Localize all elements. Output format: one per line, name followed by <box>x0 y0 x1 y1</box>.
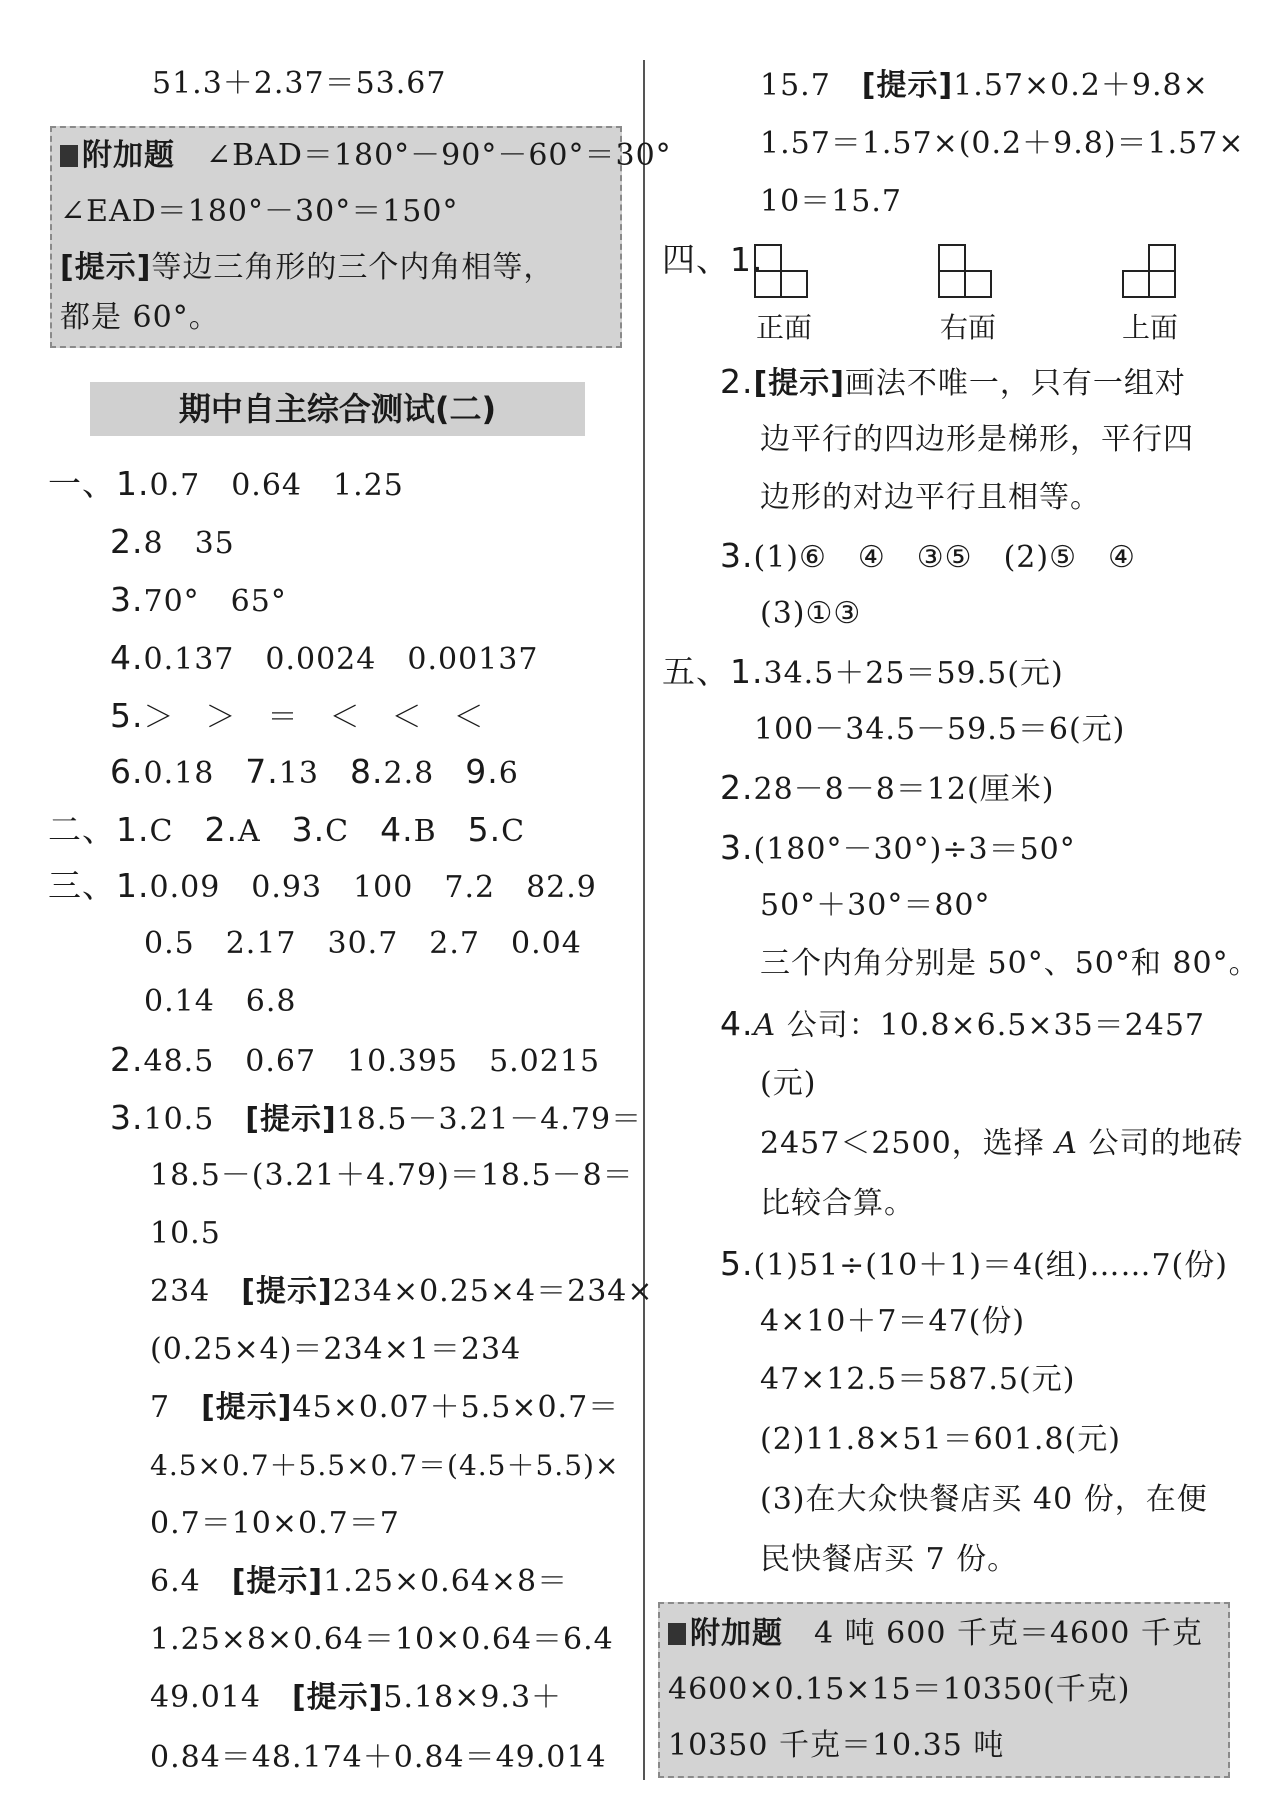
s3-q3i: 6.4 [提示]1.25×0.64×8＝ <box>150 1564 569 1599</box>
s5-q1a: 五、1.34.5＋25＝59.5(元) <box>662 652 1064 691</box>
s4-q2c: 边形的对边平行且相等。 <box>760 480 1101 515</box>
s5-q5d: (2)11.8×51＝601.8(元) <box>760 1422 1121 1457</box>
s2-answers: 二、1.C 2.A 3.C 4.B 5.C <box>48 810 526 849</box>
s3-q3k: 49.014 [提示]5.18×9.3＋ <box>150 1680 563 1715</box>
r-line-2: 1.57＝1.57×(0.2＋9.8)＝1.57× <box>760 126 1245 161</box>
bonus-eq2: ∠EAD＝180°－30°＝150° <box>60 194 459 229</box>
s5-label: 五、 <box>662 652 730 691</box>
s3-q2: 2.48.5 0.67 10.395 5.0215 <box>110 1040 601 1079</box>
s1-q4: 4.0.137 0.0024 0.00137 <box>110 638 539 677</box>
r-line-3: 10＝15.7 <box>760 184 902 219</box>
s5-q5f: 民快餐店买 7 份。 <box>760 1542 1019 1577</box>
bonus-tag: 附加题 <box>690 1616 783 1651</box>
s4-q3a: 3.(1)⑥ ④ ③⑤ (2)⑤ ④ <box>720 536 1136 575</box>
bonus-eq1: ∠BAD＝180°－90°－60°＝30° <box>206 138 672 173</box>
s5-q5a: 5.(1)51÷(10＋1)＝4(组)……7(份) <box>720 1244 1228 1283</box>
front-view-label: 正面 <box>756 311 813 344</box>
s5-q3a: 3.(180°－30°)÷3＝50° <box>720 828 1076 867</box>
bonus-box <box>50 126 672 348</box>
s4-label-line: 四、1. <box>662 240 764 279</box>
s2-label: 二、 <box>48 810 116 849</box>
bonus-right-line-3: 10350 千克＝10.35 吨 <box>668 1728 1005 1763</box>
s5-q5e: (3)在大众快餐店买 40 份，在便 <box>760 1482 1208 1517</box>
bonus-right-line-1: 附加题 4 吨 600 千克＝4600 千克 <box>668 1614 1203 1654</box>
s5-q4a: 4.A 公司：10.8×6.5×35＝2457 <box>720 1004 1206 1043</box>
s5-q1b: 100－34.5－59.5＝6(元) <box>754 712 1126 747</box>
s3-q3a: 3.10.5 [提示]18.5－3.21－4.79＝ <box>110 1098 643 1137</box>
bonus-box-right <box>658 1602 1230 1778</box>
s3-q1a: 三、1.0.09 0.93 100 7.2 82.9 <box>48 866 597 905</box>
s1-q5: 5.＞ ＞ ＝ ＜ ＜ ＜ <box>110 696 485 735</box>
hint-tag: [提示] <box>861 68 954 103</box>
right-view-shape <box>938 244 998 304</box>
s3-q3e: (0.25×4)＝234×1＝234 <box>150 1332 522 1367</box>
s4-q2a: 2.[提示]画法不唯一，只有一组对 <box>720 362 1186 401</box>
r-line-1: 15.7 [提示]1.57×0.2＋9.8× <box>760 68 1209 103</box>
s5-q4d: 比较合算。 <box>760 1186 915 1221</box>
s1-q6-9: 6.0.18 7.13 8.2.8 9.6 <box>110 752 519 791</box>
hint-tag: [提示] <box>753 366 845 401</box>
bonus-tag: 附加题 <box>82 138 175 173</box>
s4-label: 四、 <box>662 240 730 279</box>
hint-tag: [提示] <box>60 250 152 285</box>
s3-q3l: 0.84＝48.174＋0.84＝49.014 <box>150 1740 607 1775</box>
right-view-label: 右面 <box>940 311 997 344</box>
s5-q5c: 47×12.5＝587.5(元) <box>760 1362 1076 1397</box>
column-divider <box>643 60 645 1780</box>
front-view-shape <box>754 244 814 304</box>
bonus-hint-line-2: 都是 60°。 <box>60 300 220 335</box>
s3-q3h: 0.7＝10×0.7＝7 <box>150 1506 400 1541</box>
s3-q3d: 234 [提示]234×0.25×4＝234× <box>150 1274 654 1309</box>
bonus-hint-line <box>60 248 554 288</box>
hint-tag: [提示] <box>201 1390 293 1425</box>
section-title: 期中自主综合测试(二) <box>90 382 585 436</box>
s3-q3j: 1.25×8×0.64＝10×0.64＝6.4 <box>150 1622 614 1657</box>
top-view-label: 上面 <box>1122 311 1179 344</box>
s5-q3c: 三个内角分别是 50°、50°和 80°。 <box>760 946 1260 981</box>
hint-tag: [提示] <box>245 1102 337 1137</box>
s3-label: 三、 <box>48 866 116 905</box>
s3-q1b: 0.5 2.17 30.7 2.7 0.04 <box>144 926 582 961</box>
s3-q3f: 7 [提示]45×0.07＋5.5×0.7＝ <box>150 1390 620 1425</box>
s4-q3b: (3)①③ <box>760 596 862 631</box>
s3-q3g: 4.5×0.7＋5.5×0.7＝(4.5＋5.5)× <box>150 1449 620 1482</box>
s3-q3c: 10.5 <box>150 1216 221 1251</box>
bonus-bookmark-icon <box>60 145 78 167</box>
s4-q2b: 边平行的四边形是梯形，平行四 <box>760 422 1194 457</box>
hint-tag: [提示] <box>291 1680 384 1715</box>
s3-q3b: 18.5－(3.21＋4.79)＝18.5－8＝ <box>150 1158 634 1193</box>
bonus-line-1 <box>60 136 672 176</box>
s1-q2: 2.8 35 <box>110 522 235 561</box>
hint-tag: [提示] <box>231 1564 324 1599</box>
s3-q1c: 0.14 6.8 <box>144 984 297 1019</box>
hint-text: 等边三角形的三个内角相等， <box>151 250 555 285</box>
s1-q1: 一、1.0.7 0.64 1.25 <box>48 464 404 503</box>
s5-q5b: 4×10＋7＝47(份) <box>760 1304 1026 1339</box>
answer-line: 51.3＋2.37＝53.67 <box>152 66 447 101</box>
s1-q3: 3.70° 65° <box>110 580 287 619</box>
top-view-shape <box>1122 244 1182 304</box>
s5-q2: 2.28－8－8＝12(厘米) <box>720 768 1055 807</box>
bonus-right-line-2: 4600×0.15×15＝10350(千克) <box>668 1672 1131 1707</box>
s5-q4b: (元) <box>760 1066 817 1101</box>
hint-tag: [提示] <box>241 1274 333 1309</box>
s5-q3b: 50°＋30°＝80° <box>760 888 991 923</box>
s5-q4c: 2457＜2500，选择 A 公司的地砖 <box>760 1126 1244 1161</box>
bonus-bookmark-icon <box>668 1623 686 1645</box>
s1-label: 一、 <box>48 464 116 503</box>
